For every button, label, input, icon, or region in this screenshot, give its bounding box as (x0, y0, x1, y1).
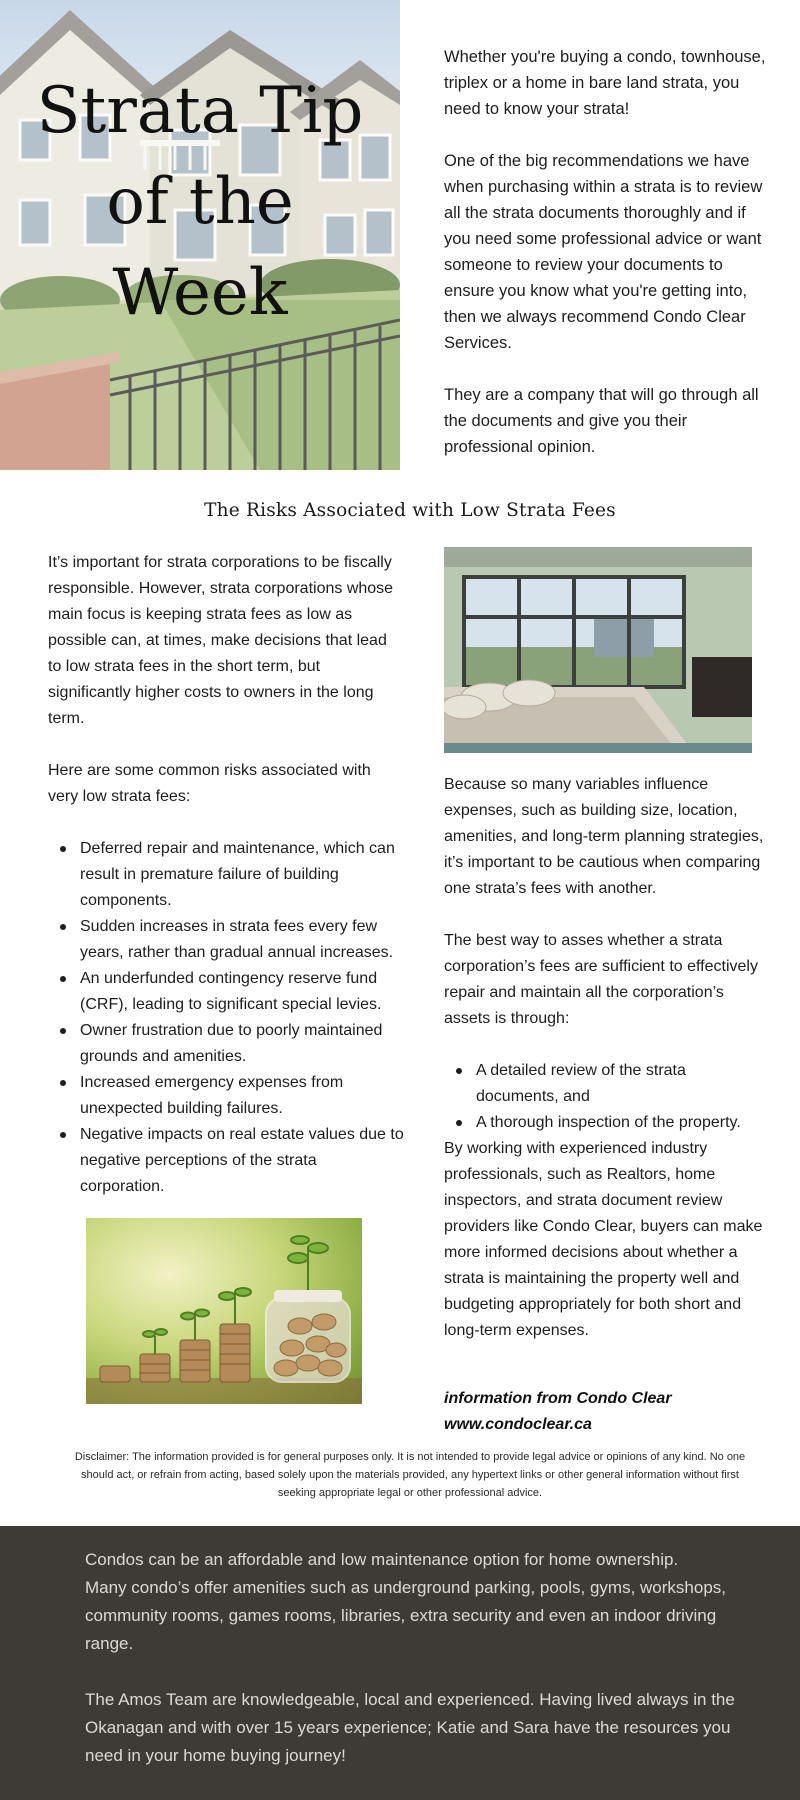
disclaimer: Disclaimer: The information provided is for general purposes only. It is not intended to provide legal advice or opinions of any kind. No one should act, or refrain from acting, based solely upon the materials provided, any hypertext links or other general information without first seeking appropriate legal or other professional advice. (74, 1451, 746, 1499)
risks-list (48, 836, 404, 1200)
variables-paragraph: Because so many variables influence expenses, such as building size, location, amenities, and long-term planning strategies, it’s important to be cautious when comparing one strata’s fees with another. (444, 776, 764, 897)
hero-section (0, 0, 800, 470)
list-item: A thorough inspection of the property. (444, 1110, 770, 1136)
hero-title-line: Strata Tip (36, 74, 364, 148)
list-item: Negative impacts on real estate values due to negative perceptions of the strata corporation. (48, 1122, 404, 1200)
list-item: Deferred repair and maintenance, which can result in premature failure of building components. (48, 836, 404, 914)
list-item: A detailed review of the strata documents, and (444, 1058, 770, 1110)
footer-text (85, 1546, 735, 1798)
hero-title-line: of the (106, 165, 294, 239)
hero-paragraph: Whether you're buying a condo, townhouse, triplex or a home in bare land strata, you need to know your strata! (444, 48, 766, 118)
list-item: Increased emergency expenses from unexpected building failures. (48, 1070, 404, 1122)
source-credit (444, 1386, 770, 1438)
hero-title-line: Week (112, 256, 288, 330)
hero-title (20, 66, 380, 339)
assessment-list (444, 1058, 770, 1136)
list-item: Sudden increases in strata fees every few years, rather than gradual annual increases. (48, 914, 404, 966)
footer (0, 1526, 800, 1800)
coin-jar-photo (86, 1218, 362, 1404)
list-item: Owner frustration due to poorly maintained grounds and amenities. (48, 1018, 404, 1070)
footer-paragraph: The Amos Team are knowledgeable, local and experienced. Having lived always in the Okanagan and with over 15 years experience; Katie and Sara have the resources you need in your home buying journey! (85, 1690, 735, 1765)
bedroom-photo (444, 547, 752, 753)
hero-paragraph: They are a company that will go through all the documents and give you their professional opinion. (444, 386, 759, 456)
credit-url[interactable]: www.condoclear.ca (444, 1416, 592, 1433)
hero-intro (444, 44, 770, 486)
right-column (444, 772, 770, 1356)
intro-paragraph: It’s important for strata corporations to be fiscally responsible. However, strata corporations whose main focus is keeping strata fees as low as possible can, at times, make decisions that lead to low strata fees in the short term, but significantly higher costs to owners in the long term. (48, 554, 394, 727)
assessment-paragraph: The best way to asses whether a strata corporation’s fees are sufficient to effectively repair and maintain all the corporation’s assets is through: (444, 932, 758, 1027)
house-photo (0, 0, 400, 470)
section-title: The Risks Associated with Low Strata Fees (204, 500, 616, 521)
risks-lead: Here are some common risks associated with very low strata fees: (48, 762, 371, 805)
list-item: An underfunded contingency reserve fund (CRF), leading to significant special levies. (48, 966, 404, 1018)
footer-paragraph: Condos can be an affordable and low maintenance option for home ownership. Many condo’s offer amenities such as underground parking, pools, gyms, workshops, community rooms, games rooms, libraries, extra security and even an indoor driving range. (85, 1550, 726, 1653)
hero-paragraph: One of the big recommendations we have when purchasing within a strata is to review all the strata documents thoroughly and if you need some professional advice or want someone to review your documents to ensure you know what you're getting into, then we always recommend Condo Clear Services. (444, 152, 763, 352)
left-column (48, 550, 404, 1200)
credit-text: information from Condo Clear (444, 1390, 672, 1407)
professionals-paragraph: By working with experienced industry professionals, such as Realtors, home inspectors, and strata document review providers like Condo Clear, buyers can make more informed decisions about whether a strata is maintaining the property well and budgeting appropriately for both short and long-term expenses. (444, 1140, 763, 1339)
